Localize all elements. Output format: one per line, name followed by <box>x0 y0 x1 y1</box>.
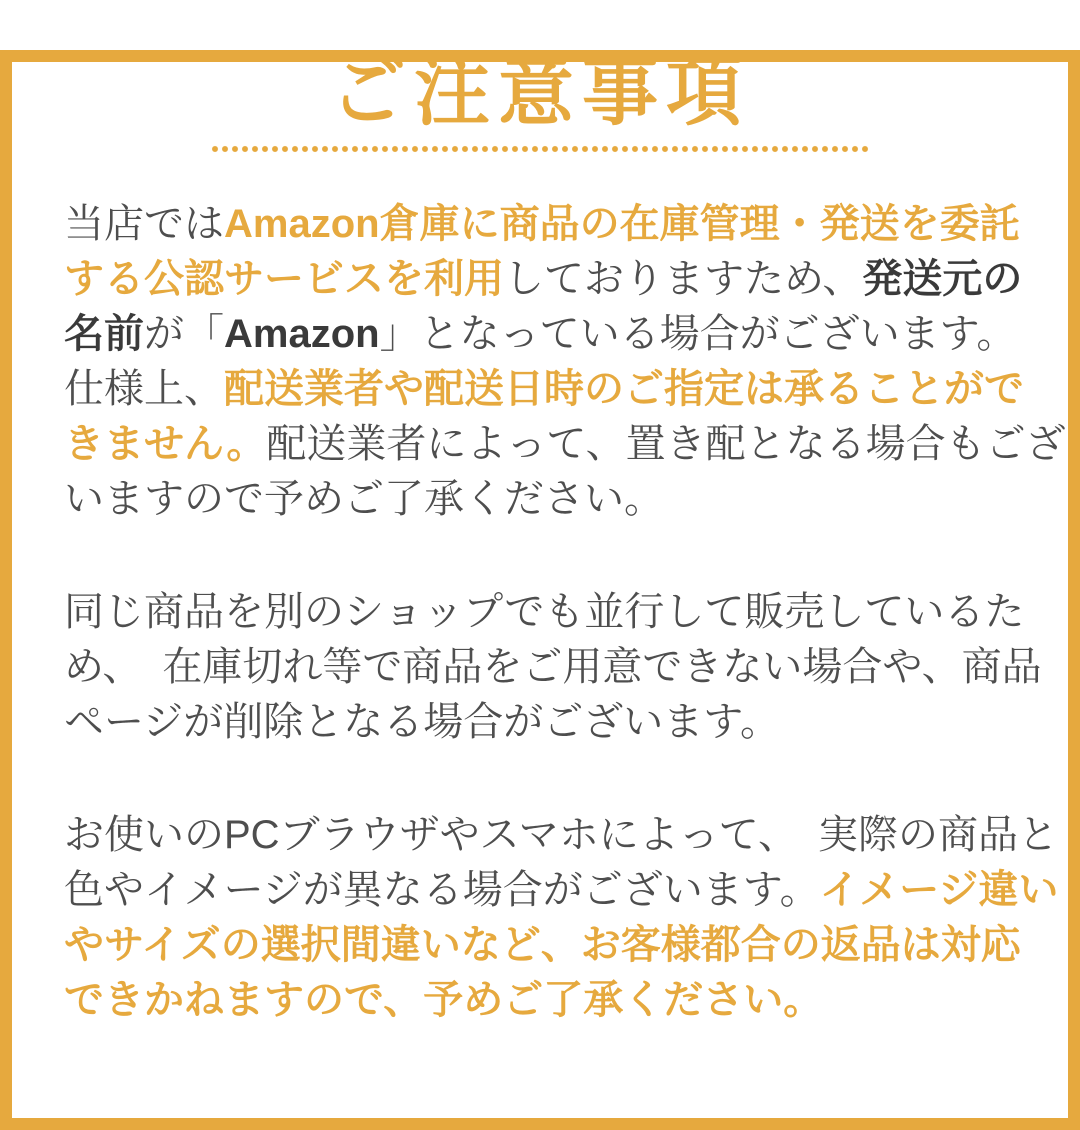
text-run: Amazon <box>224 312 380 357</box>
text-run: 名前 <box>64 312 144 357</box>
text-run: きません。 <box>64 422 267 467</box>
text-run: お使いのPCブラウザやスマホによって、 実際の商品と <box>64 813 1058 858</box>
text-run: ページが削除となる場合がございます。 <box>64 700 780 745</box>
text-line <box>64 585 1025 640</box>
text-run: 同じ商品を別のショップでも並行して販売しているた <box>64 590 1025 635</box>
text-run: いますので予めご了承ください。 <box>64 477 664 522</box>
text-line <box>64 695 1016 750</box>
text-line <box>64 918 1021 973</box>
notice-title: ご注意事項 <box>330 50 750 135</box>
text-line <box>64 362 1024 417</box>
text-run: が「 <box>144 312 224 357</box>
text-line <box>64 472 1016 527</box>
paragraph <box>64 197 1066 527</box>
paragraph <box>64 585 1042 750</box>
text-run: できかねますので、予めご了承ください。 <box>64 978 824 1023</box>
text-run: 当店では <box>64 202 224 247</box>
text-line <box>64 973 1016 1028</box>
text-run: 配送業者によって、置き配となる場合もござ <box>266 422 1066 467</box>
text-run: 配送業者や配送日時のご指定は承ることがで <box>224 367 1024 412</box>
text-run: Amazon倉庫に商品の在庫管理・発送を委託 <box>224 202 1020 247</box>
dotted-divider <box>210 145 870 153</box>
text-run: 」となっている場合がございます。 <box>379 312 1017 357</box>
text-line <box>64 640 1042 695</box>
text-run: め、 在庫切れ等で商品をご用意できない場合や、商品 <box>64 645 1042 690</box>
text-run: 仕様上、 <box>64 367 224 412</box>
text-run: する公認サービスを利用 <box>64 257 504 302</box>
text-line <box>64 863 1059 918</box>
text-run: しておりますため、 <box>504 257 863 302</box>
paragraph <box>64 808 1059 1028</box>
text-run: イメージ違い <box>819 868 1059 913</box>
text-run: 発送元の <box>862 257 1023 302</box>
text-run: やサイズの選択間違いなど、お客様都合の返品は対応 <box>64 923 1021 968</box>
text-run: 色やイメージが異なる場合がございます。 <box>64 868 820 913</box>
notice-body <box>64 197 1066 1028</box>
text-line <box>64 252 1023 307</box>
text-line <box>64 197 1020 252</box>
text-line <box>64 307 1016 362</box>
text-line <box>64 808 1058 863</box>
text-line <box>64 417 1066 472</box>
